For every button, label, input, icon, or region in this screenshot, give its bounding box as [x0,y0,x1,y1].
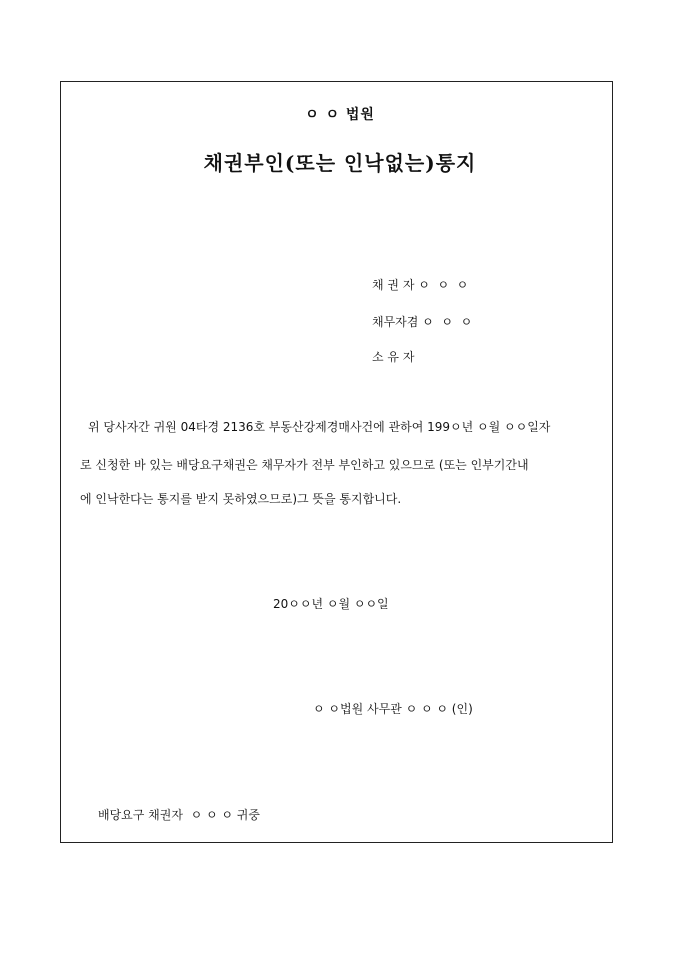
issuer-signature: ㅇ ㅇ법원 사무관 ㅇ ㅇ ㅇ (인) [313,702,473,716]
debtor-line: 채무자겸 ㅇ ㅇ ㅇ [372,315,473,329]
body-line-3: 에 인낙한다는 통지를 받지 못하였으므로)그 뜻을 통지합니다. [80,492,402,506]
body-line-1: 위 당사자간 귀원 04타경 2136호 부동산강제경매사건에 관하여 199ㅇ년 ㅇ월 ㅇㅇ일자 [88,420,551,434]
notice-date: 20ㅇㅇ년 ㅇ월 ㅇㅇ일 [273,597,389,611]
addressee: 배당요구 채권자 ㅇ ㅇ ㅇ 귀중 [98,808,260,822]
court-name: ㅇ ㅇ 법원 [305,107,375,123]
owner-line: 소 유 자 [372,350,415,364]
body-line-2: 로 신청한 바 있는 배당요구채권은 채무자가 전부 부인하고 있으므로 (또는 인부기간내 [80,458,529,472]
document-title: 채권부인(또는 인낙없는)통지 [203,151,477,175]
creditor-line: 채 권 자 ㅇ ㅇ ㅇ [372,278,469,292]
